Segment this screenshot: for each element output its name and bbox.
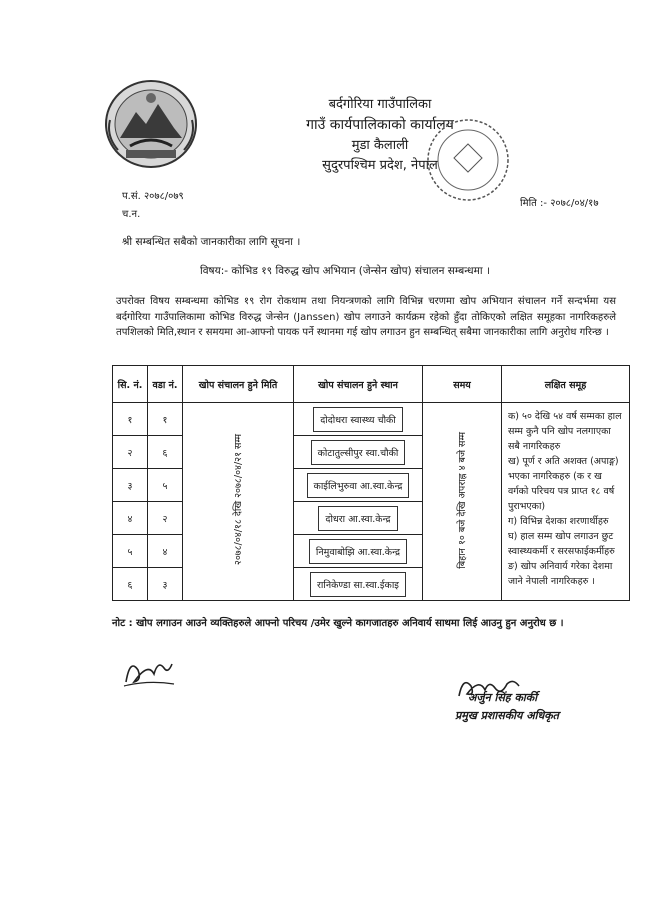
- office-name: गाउँ कार्यपालिकाको कार्यालय: [306, 117, 454, 133]
- row-ward: २: [148, 502, 183, 535]
- row-ward: ३: [148, 568, 183, 601]
- row-place-cell: [294, 403, 423, 436]
- header-date: खोप संचालन हुने मिति: [183, 366, 294, 403]
- row-place-cell: [294, 502, 423, 535]
- subject-line: विषय:- कोभिड १९ विरुद्ध खोप अभियान (जेन्सेन खोप) संचालन सम्बन्धमा ।: [200, 265, 490, 277]
- header-sn: सि. नं.: [113, 366, 148, 403]
- row-sn: १: [113, 403, 148, 436]
- row-ward: ४: [148, 535, 183, 568]
- date-span: २०७८/०४/१८ देखि २०७८/०४/२१ सम्म: [232, 434, 244, 566]
- row-sn: २: [113, 436, 148, 469]
- note: नोट : खोप लगाउन आउने व्यक्तिहरुले आफ्नो परिचय /उमेर खुल्ने कागजातहरु अनिवार्य साथमा लिई आउनु हुन अनुरोध छ ।: [112, 618, 564, 629]
- header-ward: वडा नं.: [148, 366, 183, 403]
- row-place: काईलिभुरुवा आ.स्वा.केन्द्र: [307, 473, 410, 498]
- document-date: मिति :- २०७८/०४/१७: [520, 198, 599, 209]
- municipality-name: बर्दगोरिया गाउँपालिका: [328, 97, 432, 112]
- row-place: रानिकेण्डा सा.स्वा.ईकाइ: [310, 572, 406, 597]
- target-item: ख) पूर्ण र अति अशक्त (अपाङ्ग) भएका नागरिकहरु (क र ख वर्गको परिचय पत्र प्राप्त १८ वर्ष पुराभएका): [508, 456, 619, 512]
- row-sn: ५: [113, 535, 148, 568]
- officer-name: अर्जुन सिंह कार्की: [468, 691, 538, 704]
- signature-icon: [120, 652, 178, 692]
- row-sn: ३: [113, 469, 148, 502]
- row-place: कोटातुल्सीपुर स्वा.चौकी: [311, 440, 406, 465]
- nepal-emblem-icon: [102, 76, 200, 172]
- target-item: ङ) खोप अनिवार्य गरेका देशमा जाने नेपाली नागरिकहरु ।: [508, 561, 613, 587]
- addressee: श्री सम्बन्धित सबैको जानकारीका लागि सूचना ।: [122, 236, 301, 248]
- time-span: बिहान १० बजे देखि अपराह्न ४ बजे सम्म: [456, 431, 468, 569]
- office-location: मुडा कैलाली: [351, 138, 409, 153]
- row-place: निमुवाबोझि आ.स्वा.केन्द्र: [309, 539, 407, 564]
- row-place: दोदोधरा स्वास्थ्य चौकी: [313, 407, 403, 432]
- officer-title: प्रमुख प्रशासकीय अधिकृत: [455, 709, 559, 722]
- body-paragraph: उपरोक्त विषय सम्बन्धमा कोभिड १९ रोग रोकथाम तथा नियन्त्रणको लागि विभिन्न चरणमा खोप अभियान संचालन गर्ने सन्दर्भमा यस बर्दगोरिया गाउँपालिकामा कोभिड विरुद्ध जेन्सेन (Janssen) खोप लगाउने कार्यक्रम रहेको हुँदा तोकिएको लक्षित समूहका नागरिकहरुले तपशिलको मिति,स्थान र समयमा आ-आफ्नो पायक पर्ने स्थानमा गई खोप लगाउन हुन सम्बन्धित् सबैमा जानकारीका लागि अनुरोध गरिन्छ ।: [116, 296, 616, 338]
- reference-number: प.सं. २०७८/०७९: [122, 191, 184, 202]
- row-sn: ६: [113, 568, 148, 601]
- row-ward: ५: [148, 469, 183, 502]
- row-place: दोधरा आ.स्वा.केन्द्र: [318, 506, 397, 531]
- office-stamp-icon: [418, 110, 518, 210]
- row-place-cell: [294, 469, 423, 502]
- row-ward: १: [148, 403, 183, 436]
- row-place-cell: [294, 568, 423, 601]
- vaccination-schedule-table: [112, 365, 630, 601]
- row-sn: ४: [113, 502, 148, 535]
- time-span-cell: [423, 403, 502, 601]
- target-item: ग) विभिन्न देशका शरणार्थीहरु: [508, 516, 609, 527]
- row-place-cell: [294, 535, 423, 568]
- header-time: समय: [423, 366, 502, 403]
- row-place-cell: [294, 436, 423, 469]
- target-item: घ) हाल सम्म खोप लगाउन छुट स्वास्थ्यकर्मी र सरसफाईकर्मीहरु: [508, 531, 615, 557]
- row-ward: ६: [148, 436, 183, 469]
- table-header-row: [113, 366, 630, 403]
- date-span-cell: [183, 403, 294, 601]
- province-name: सुदुरपश्चिम प्रदेश, नेपाल: [322, 158, 438, 173]
- target-item: क) ५० देखि ५४ वर्ष सम्मका हाल सम्म कुनै पनि खोप नलगाएका सबै नागरिकहरु: [508, 411, 622, 452]
- header-target: लक्षित समूह: [502, 366, 630, 403]
- table-row: [113, 403, 630, 436]
- dispatch-number: च.न.: [122, 209, 141, 220]
- header-place: खोप संचालन हुने स्थान: [294, 366, 423, 403]
- target-groups-cell: [502, 403, 630, 601]
